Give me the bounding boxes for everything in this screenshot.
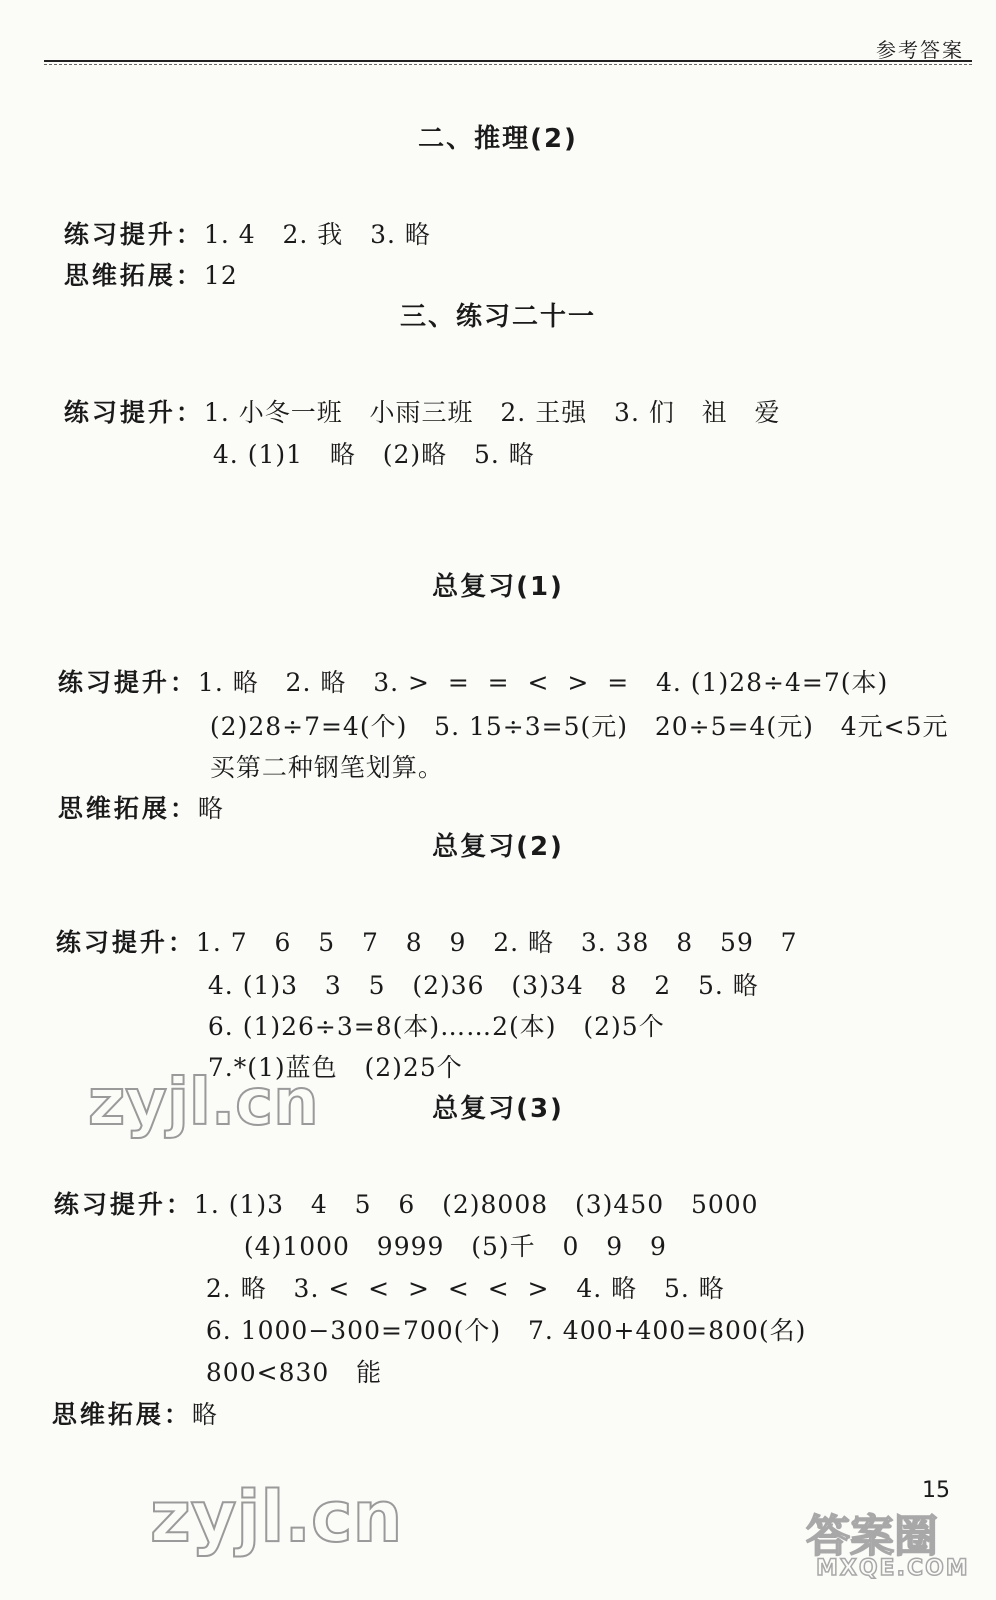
watermark-bottom: zyjl.cn [150, 1476, 403, 1558]
line-text: 2. 略 3. < < > < < > 4. 略 5. 略 [205, 1274, 725, 1303]
line-text: 1. (1)3 4 5 6 (2)8008 (3)450 5000 [193, 1190, 759, 1219]
line-label: 练习提升： [55, 928, 196, 957]
line-text: 1. 小冬一班 小雨三班 2. 王强 3. 们 祖 爱 [203, 398, 781, 427]
section-heading-reasoning-2: 二、推理(2) [418, 124, 578, 154]
line-text: 1. 7 6 5 7 8 9 2. 略 3. 38 8 59 7 [195, 928, 798, 957]
line-text: (4)1000 9999 (5)千 0 9 9 [243, 1232, 667, 1261]
line-label: 思维拓展： [51, 1400, 192, 1429]
running-header: 参考答案 [876, 38, 964, 62]
watermark-corner-url: MXQE.COM [816, 1556, 970, 1581]
line-text: 4. (1)1 略 (2)略 5. 略 [212, 440, 535, 469]
line-label: 练习提升： [53, 1190, 194, 1219]
line-label: 练习提升： [57, 668, 198, 697]
section-heading-exercise-21: 三、练习二十一 [399, 302, 596, 332]
watermark-mid: zyjl.cn [88, 1066, 319, 1140]
line-text: 买第二种钢笔划算。 [209, 753, 444, 782]
page-number: 15 [922, 1478, 950, 1503]
line-text: 800<830 能 [205, 1358, 383, 1387]
line-text: 7.*(1)蓝色 (2)25个 [207, 1053, 463, 1082]
watermark-corner-logo: 答案圈 [806, 1511, 938, 1562]
line-text: 略 [191, 1400, 218, 1429]
header-rule-dashed [44, 64, 972, 65]
section-heading-review-1: 总复习(1) [432, 572, 564, 602]
answer-line [195, 406, 535, 471]
line-text: 6. (1)26÷3=8(本)……2(本) (2)5个 [207, 1012, 665, 1041]
line-text: 1. 4 2. 我 3. 略 [203, 220, 431, 249]
line-text: 12 [203, 261, 238, 290]
answer-line [46, 227, 238, 292]
header-rule [44, 60, 972, 62]
line-text: 略 [197, 794, 224, 823]
line-text: 1. 略 2. 略 3. > = = < > = 4. (1)28÷4=7(本) [197, 668, 889, 697]
answer-line [34, 1366, 218, 1431]
line-text: 6. 1000−300=700(个) 7. 400+400=800(名) [205, 1316, 807, 1345]
section-heading-review-2: 总复习(2) [432, 832, 564, 862]
line-label: 练习提升： [63, 220, 204, 249]
answer-line [40, 760, 224, 825]
answer-line [192, 719, 444, 784]
line-label: 思维拓展： [57, 794, 198, 823]
line-text: 4. (1)3 3 5 (2)36 (3)34 8 2 5. 略 [207, 971, 759, 1000]
line-label: 练习提升： [63, 398, 204, 427]
line-label: 思维拓展： [63, 261, 204, 290]
section-heading-review-3: 总复习(3) [432, 1094, 564, 1124]
line-text: (2)28÷7=4(个) 5. 15÷3=5(元) 20÷5=4(元) 4元<5元 [209, 712, 949, 741]
